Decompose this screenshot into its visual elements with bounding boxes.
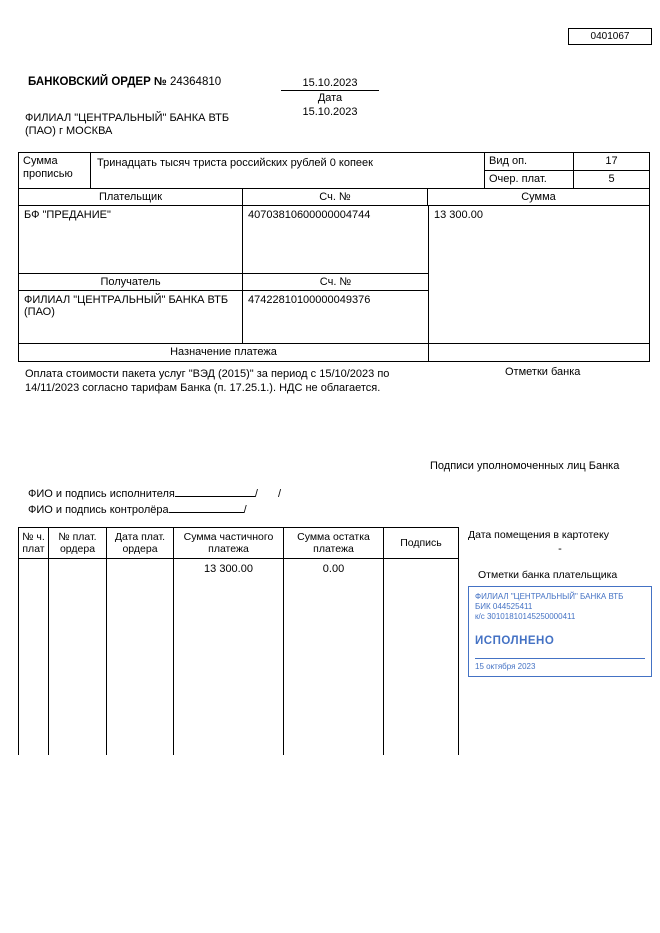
payee-header: Получатель: [19, 274, 243, 290]
payer-account: 40703810600000004744: [248, 209, 371, 221]
card-file-date-value: -: [558, 543, 562, 555]
bank-execution-stamp: [468, 586, 652, 677]
controller-slash: /: [243, 504, 247, 516]
date-bottom-value: 15.10.2023: [302, 106, 358, 118]
document-title: БАНКОВСКИЙ ОРДЕР №: [28, 76, 167, 88]
stamp-bank-name: ФИЛИАЛ "ЦЕНТРАЛЬНЫЙ" БАНКА ВТБ: [475, 592, 624, 601]
executor-signature-label: ФИО и подпись исполнителя: [28, 488, 175, 500]
col-header-part-number: № ч. плат: [19, 528, 49, 558]
controller-signature-row: [28, 502, 281, 518]
rest-sum-value: 0.00: [284, 559, 384, 755]
cell-part-number: [19, 559, 49, 755]
col-header-order-number: № плат. ордера: [49, 528, 107, 558]
sum-header: Сумма: [521, 191, 556, 203]
cell-signature: [384, 559, 458, 755]
date-label: Дата: [317, 92, 343, 104]
vid-op-value: 17: [605, 155, 618, 167]
controller-signature-label: ФИО и подпись контролёра: [28, 504, 169, 516]
bank-name-line1: ФИЛИАЛ "ЦЕНТРАЛЬНЫЙ" БАНКА ВТБ: [25, 112, 230, 124]
date-top-value: 15.10.2023: [281, 76, 379, 91]
executor-signature-row: [28, 486, 281, 502]
bank-signatures-label: Подписи уполномоченных лиц Банка: [430, 460, 620, 472]
date-block: [281, 76, 379, 119]
purpose-header-right-cell: [429, 344, 649, 361]
form-code: 0401067: [590, 31, 630, 42]
col-header-rest-sum: Сумма остатка платежа: [284, 528, 384, 558]
payee-name-line2: (ПАО): [24, 306, 55, 318]
bank-name: [25, 112, 229, 138]
cell-order-date: [107, 559, 174, 755]
payer-account-header: Сч. №: [243, 189, 428, 205]
signature-lines: [28, 486, 281, 518]
bank-name-line2: (ПАО) г МОСКВА: [25, 125, 113, 137]
partial-sum-value: 13 300.00: [174, 559, 284, 755]
card-file-date-label: Дата помещения в картотеку: [468, 529, 609, 541]
payee-account: 47422810100000049376: [248, 294, 371, 306]
amount-words-value: Тринадцать тысяч триста российских рублей 0 копеек: [91, 153, 485, 188]
main-table: [18, 152, 650, 362]
cell-order-number: [49, 559, 107, 755]
col-header-signature: Подпись: [400, 537, 442, 549]
order-number: 24364810: [169, 76, 222, 88]
sum-value: 13 300.00: [434, 209, 483, 221]
bank-marks-label: Отметки банка: [505, 366, 581, 378]
stamp-status: ИСПОЛНЕНО: [475, 635, 555, 647]
partial-payments-header-row: [18, 527, 459, 559]
vid-op-label: Вид оп.: [485, 153, 574, 170]
executor-slash-1: /: [254, 488, 258, 500]
title-row: [28, 76, 221, 88]
form-code-box: [568, 28, 652, 45]
right-bottom-block: [468, 529, 652, 677]
payee-name-line1: ФИЛИАЛ "ЦЕНТРАЛЬНЫЙ" БАНКА ВТБ: [24, 294, 229, 306]
ocher-plat-value: 5: [608, 173, 615, 185]
partial-payments-body: [18, 559, 459, 755]
amount-words-label: Сумма прописью: [19, 153, 91, 188]
partial-payments-table: [18, 527, 459, 755]
purpose-text: Оплата стоимости пакета услуг "ВЭД (2015)" за период с 15/10/2023 по 14/11/2023 согласно тарифам Банка (п. 17.25.1.). НДС не облагается.: [25, 368, 390, 394]
payee-account-header: Сч. №: [319, 276, 352, 288]
stamp-date: 15 октября 2023: [475, 658, 645, 671]
payee-name: [19, 291, 243, 343]
stamp-bik: БИК 044525411: [475, 602, 533, 611]
purpose-header: Назначение платежа: [19, 344, 429, 361]
executor-signature-line: [175, 486, 255, 497]
payer-name: БФ "ПРЕДАНИЕ": [19, 206, 243, 273]
payer-bank-marks-label: Отметки банка плательщика: [478, 569, 618, 581]
executor-slash-2: /: [277, 488, 282, 500]
col-header-partial-sum: Сумма частичного платежа: [174, 528, 284, 558]
ocher-plat-label: Очер. плат.: [485, 171, 574, 188]
controller-signature-line: [169, 502, 244, 513]
payer-header: Плательщик: [19, 189, 243, 205]
stamp-corr-account: к/с 30101810145250000411: [475, 612, 576, 621]
col-header-order-date: Дата плат. ордера: [107, 528, 174, 558]
